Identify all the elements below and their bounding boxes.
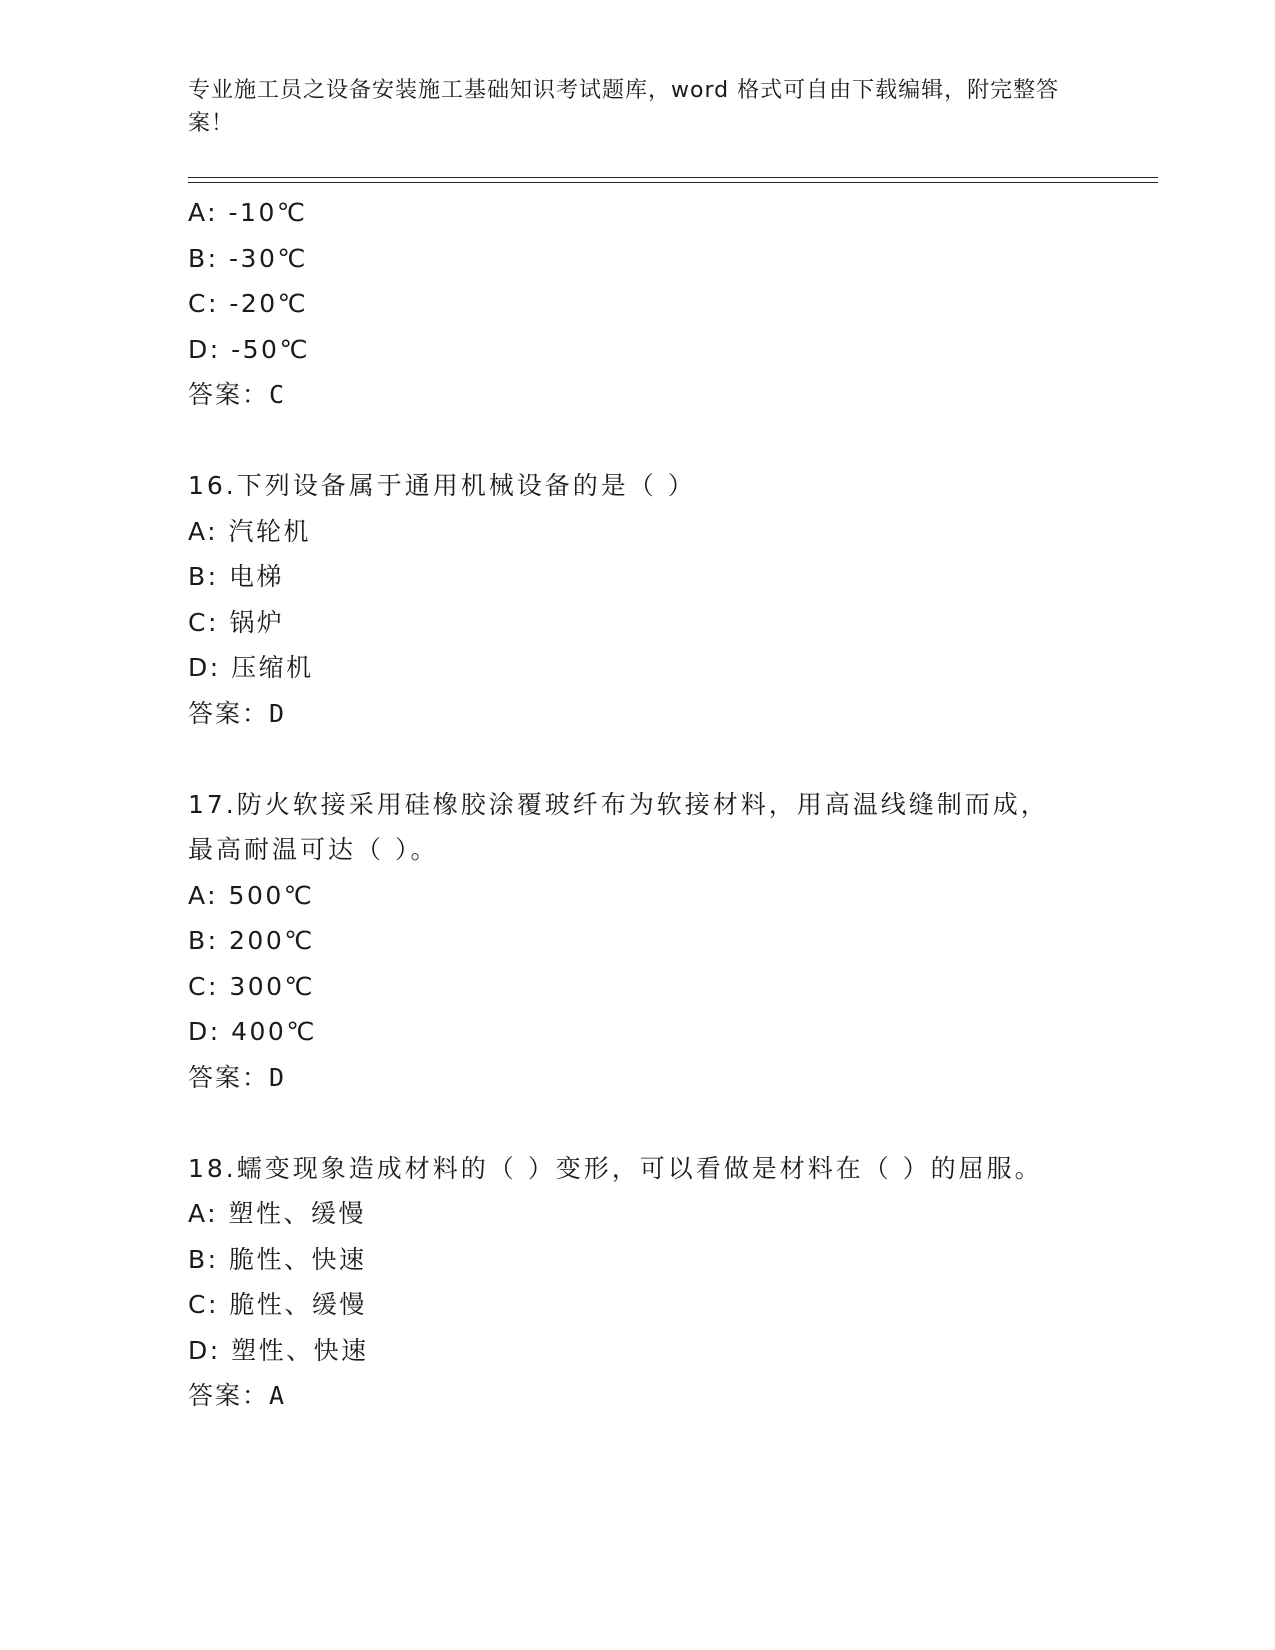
question-text: 18.蠕变现象造成材料的（ ）变形，可以看做是材料在（ ）的屈服。 <box>188 1153 1043 1183</box>
answer-label: 答案： <box>188 698 270 728</box>
option-b: B: 200℃ <box>188 926 315 955</box>
option-d: D: 压缩机 <box>188 653 314 682</box>
question-text-line-2: 最高耐温可达（ ）。 <box>188 835 439 864</box>
option-b: B: -30℃ <box>188 243 308 273</box>
question-text: 16.下列设备属于通用机械设备的是（ ） <box>188 471 696 500</box>
option-a: A: 500℃ <box>188 880 315 910</box>
option-c: C: 300℃ <box>188 971 316 1001</box>
prev-question-block <box>188 190 1158 418</box>
answer-value: D <box>269 698 287 728</box>
question-17 <box>188 782 1158 1101</box>
option-b: B: 电梯 <box>188 562 285 591</box>
answer-label: 答案： <box>188 380 270 409</box>
option-d: D: 塑性、快速 <box>188 1335 369 1365</box>
question-16 <box>188 463 1158 736</box>
answer-label: 答案： <box>188 1062 270 1092</box>
question-18 <box>188 1146 1158 1419</box>
option-a: A: 汽轮机 <box>188 516 312 546</box>
option-b: B: 脆性、快速 <box>188 1244 367 1274</box>
option-c: C: -20℃ <box>188 289 309 318</box>
answer-line <box>188 1055 1158 1101</box>
header-divider-top <box>188 177 1158 178</box>
option-d: D: -50℃ <box>188 334 311 364</box>
option-c: C: 脆性、缓慢 <box>188 1290 367 1319</box>
answer-value: D <box>269 1062 287 1092</box>
option-d: D: 400℃ <box>188 1017 317 1046</box>
answer-line <box>188 372 1158 418</box>
answer-value: C <box>269 380 287 409</box>
header-divider-bottom <box>188 182 1158 183</box>
answer-line <box>188 1373 1158 1419</box>
option-c: C: 锅炉 <box>188 607 285 637</box>
answer-label: 答案： <box>188 1381 270 1410</box>
option-a: A: -10℃ <box>188 198 308 227</box>
option-a: A: 塑性、缓慢 <box>188 1199 367 1228</box>
answer-line <box>188 691 1158 737</box>
answer-value: A <box>269 1381 287 1410</box>
question-list <box>188 190 1158 1419</box>
document-header: 专业施工员之设备安装施工基础知识考试题库，word 格式可自由下载编辑，附完整答案！ <box>188 78 1060 136</box>
question-text-line-1: 17.防火软接采用硅橡胶涂覆玻纤布为软接材料，用高温线缝制而成， <box>188 789 1049 819</box>
